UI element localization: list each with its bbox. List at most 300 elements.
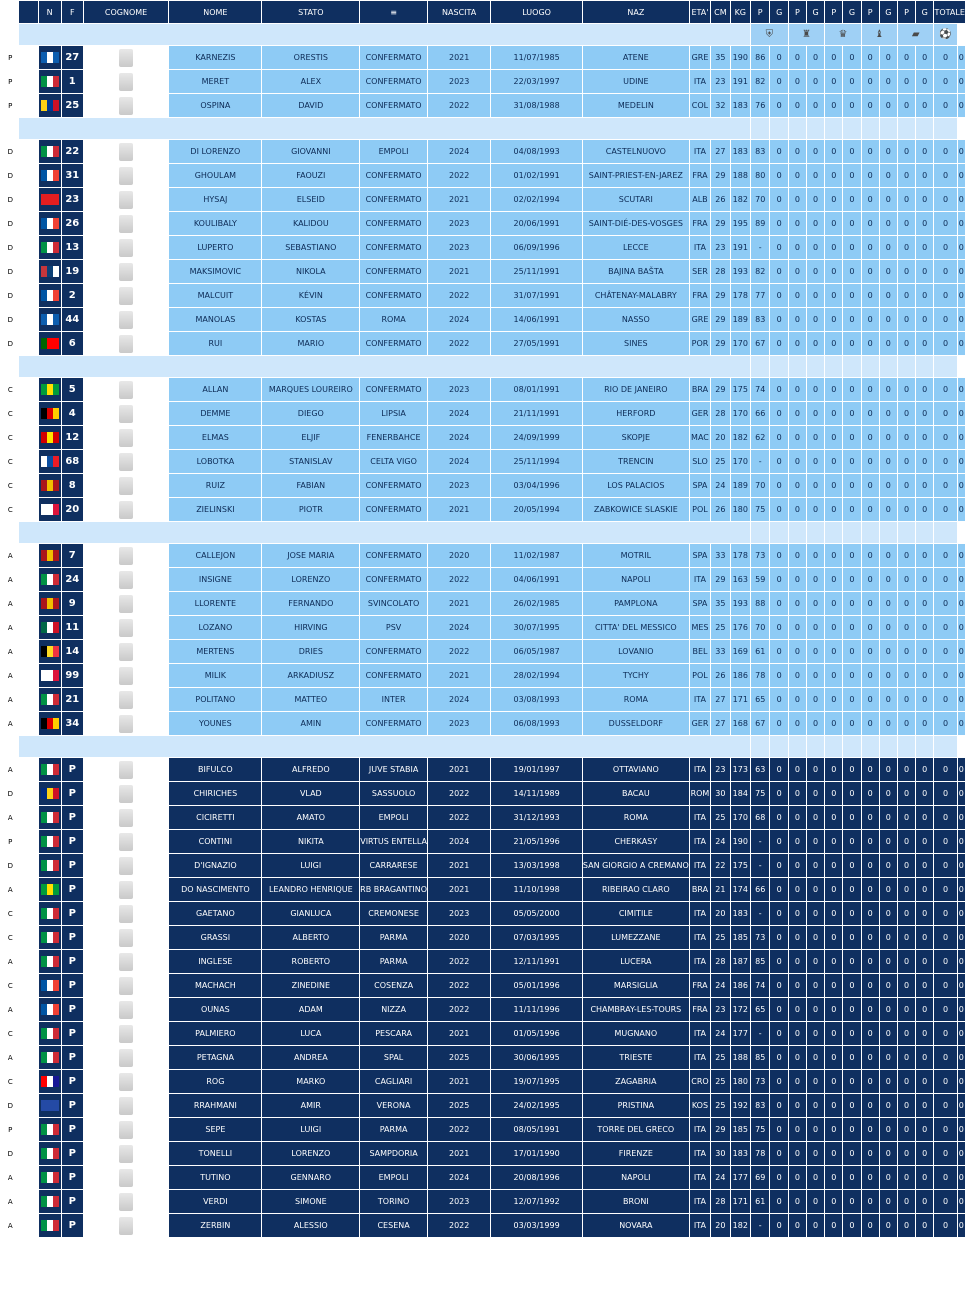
avatar[interactable]: [83, 568, 168, 592]
separator-cell: [788, 118, 806, 140]
player-nome: SIMONE: [262, 1190, 360, 1214]
stat-cell: 0: [934, 188, 957, 212]
avatar[interactable]: [83, 998, 168, 1022]
column-header: NASCITA: [428, 1, 491, 24]
player-cognome[interactable]: D'IGNAZIO: [169, 854, 262, 878]
stat-cell: 0: [879, 94, 897, 118]
avatar[interactable]: [83, 1166, 168, 1190]
flag-icon: [38, 70, 61, 94]
player-cognome[interactable]: ZIELINSKI: [169, 498, 262, 522]
stat-cell: 0: [861, 164, 879, 188]
stat-cell: 0: [957, 1094, 965, 1118]
player-cognome[interactable]: GAETANO: [169, 902, 262, 926]
avatar[interactable]: [83, 140, 168, 164]
table-row: [19, 450, 966, 474]
stat-cell: 0: [934, 46, 957, 70]
column-header: NAZ: [582, 1, 689, 24]
player-cognome[interactable]: BIFULCO: [169, 758, 262, 782]
player-naz: POR: [689, 332, 710, 356]
player-cognome[interactable]: LOBOTKA: [169, 450, 262, 474]
player-kg: 76: [750, 94, 770, 118]
player-eta: 25: [711, 806, 731, 830]
player-cm: 186: [730, 664, 750, 688]
player-nome: MARKO: [262, 1070, 360, 1094]
stat-cell: 0: [843, 46, 861, 70]
player-kg: 61: [750, 1190, 770, 1214]
stat-cell: 0: [770, 378, 788, 402]
stat-cell: 0: [898, 592, 916, 616]
avatar[interactable]: [83, 1214, 168, 1238]
avatar[interactable]: [83, 94, 168, 118]
column-header: NOME: [169, 1, 262, 24]
stat-cell: 0: [916, 1166, 934, 1190]
player-cognome[interactable]: ROG: [169, 1070, 262, 1094]
player-kg: 59: [750, 568, 770, 592]
stat-cell: 0: [788, 1190, 806, 1214]
player-nome: FERNANDO: [262, 592, 360, 616]
avatar[interactable]: [83, 212, 168, 236]
avatar[interactable]: [83, 950, 168, 974]
avatar[interactable]: [83, 688, 168, 712]
player-cognome[interactable]: ELMAS: [169, 426, 262, 450]
player-nome: ELSEID: [262, 188, 360, 212]
avatar[interactable]: [83, 402, 168, 426]
shirt-number: 4: [61, 402, 83, 426]
player-eta: 20: [711, 1214, 731, 1238]
player-cm: 182: [730, 1214, 750, 1238]
avatar[interactable]: [83, 260, 168, 284]
avatar[interactable]: [83, 1190, 168, 1214]
stat-cell: 0: [898, 1118, 916, 1142]
stat-cell: 0: [861, 236, 879, 260]
shirt-number: P: [61, 1166, 83, 1190]
role-label: D: [1, 188, 21, 212]
avatar[interactable]: [83, 592, 168, 616]
player-cognome[interactable]: ZERBIN: [169, 1214, 262, 1238]
avatar[interactable]: [83, 664, 168, 688]
avatar[interactable]: [83, 450, 168, 474]
avatar[interactable]: [83, 70, 168, 94]
player-naz: SER: [689, 260, 710, 284]
table-row: [19, 974, 966, 998]
stat-cell: 0: [843, 94, 861, 118]
stat-cell: 0: [770, 284, 788, 308]
stat-cell: 0: [879, 854, 897, 878]
player-cognome[interactable]: PALMIERO: [169, 1022, 262, 1046]
player-cm: 188: [730, 1046, 750, 1070]
role-label: A: [1, 998, 21, 1022]
stat-cell: 0: [916, 1214, 934, 1238]
player-cm: 169: [730, 640, 750, 664]
stat-cell: 0: [879, 140, 897, 164]
avatar[interactable]: [83, 426, 168, 450]
player-cm: 185: [730, 1118, 750, 1142]
player-cognome[interactable]: TONELLI: [169, 1142, 262, 1166]
stat-cell: 0: [879, 568, 897, 592]
player-cognome[interactable]: MANOLAS: [169, 308, 262, 332]
player-nascita: 31/08/1988: [491, 94, 583, 118]
stat-cell: 0: [825, 1142, 843, 1166]
player-anno: 2024: [428, 616, 491, 640]
player-cognome[interactable]: LUPERTO: [169, 236, 262, 260]
stat-cell: 0: [806, 688, 824, 712]
stat-cell: 0: [806, 806, 824, 830]
avatar[interactable]: [83, 830, 168, 854]
stat-cell: 0: [770, 450, 788, 474]
player-kg: 74: [750, 974, 770, 998]
player-cognome[interactable]: CONTINI: [169, 830, 262, 854]
shirt-number: 44: [61, 308, 83, 332]
avatar[interactable]: [83, 878, 168, 902]
player-eta: 25: [711, 616, 731, 640]
player-nome: ORESTIS: [262, 46, 360, 70]
flag-ita-icon: [41, 76, 59, 87]
player-cognome[interactable]: DEMME: [169, 402, 262, 426]
stat-cell: 0: [861, 498, 879, 522]
stat-cell: 0: [916, 1022, 934, 1046]
stat-cell: 0: [788, 568, 806, 592]
flag-icon: [38, 1166, 61, 1190]
avatar[interactable]: [83, 806, 168, 830]
player-nascita: 07/03/1995: [491, 926, 583, 950]
stat-cell: 0: [898, 568, 916, 592]
player-anno: 2024: [428, 402, 491, 426]
player-cognome[interactable]: OUNAS: [169, 998, 262, 1022]
player-stato: CONFERMATO: [360, 544, 428, 568]
stat-cell: 0: [806, 544, 824, 568]
player-cognome[interactable]: DI LORENZO: [169, 140, 262, 164]
player-cognome[interactable]: MERET: [169, 70, 262, 94]
player-anno: 2024: [428, 688, 491, 712]
table-row: [19, 46, 966, 70]
player-stato: PESCARA: [360, 1022, 428, 1046]
player-cm: 193: [730, 260, 750, 284]
role-label: A: [1, 758, 21, 782]
stat-cell: 0: [770, 1070, 788, 1094]
player-cognome[interactable]: RUI: [169, 332, 262, 356]
stat-cell: 0: [806, 164, 824, 188]
stat-cell: 0: [916, 498, 934, 522]
flag-mac-icon: [41, 432, 59, 443]
stat-cell: 0: [957, 378, 965, 402]
flag-ger-icon: [41, 408, 59, 419]
flag-ita-icon: [41, 860, 59, 871]
player-eta: 26: [711, 664, 731, 688]
player-cognome[interactable]: INSIGNE: [169, 568, 262, 592]
stat-cell: 0: [934, 402, 957, 426]
player-cm: 193: [730, 592, 750, 616]
player-cognome[interactable]: MILIK: [169, 664, 262, 688]
player-cognome[interactable]: GHOULAM: [169, 164, 262, 188]
separator-cell: [770, 522, 788, 544]
player-kg: 66: [750, 878, 770, 902]
stat-cell: 0: [861, 260, 879, 284]
player-luogo: UDINE: [582, 70, 689, 94]
player-cognome[interactable]: RUIZ: [169, 474, 262, 498]
stat-cell: 0: [879, 46, 897, 70]
player-nascita: 12/11/1991: [491, 950, 583, 974]
player-eta: 20: [711, 426, 731, 450]
player-kg: 83: [750, 308, 770, 332]
avatar[interactable]: [83, 640, 168, 664]
stat-cell: 0: [788, 878, 806, 902]
player-kg: -: [750, 830, 770, 854]
shirt-number: P: [61, 1214, 83, 1238]
player-cognome[interactable]: OSPINA: [169, 94, 262, 118]
avatar[interactable]: [83, 782, 168, 806]
player-anno: 2021: [428, 1022, 491, 1046]
table-row: [19, 164, 966, 188]
player-nome: LORENZO: [262, 1142, 360, 1166]
table-row: [19, 926, 966, 950]
flag-bel-icon: [41, 646, 59, 657]
stat-cell: 0: [934, 616, 957, 640]
separator-cell: [861, 118, 879, 140]
player-silhouette-icon: [119, 953, 133, 971]
stat-cell: 0: [898, 474, 916, 498]
player-cognome[interactable]: HYSAJ: [169, 188, 262, 212]
player-eta: 29: [711, 284, 731, 308]
avatar[interactable]: [83, 616, 168, 640]
player-cognome[interactable]: CHIRICHES: [169, 782, 262, 806]
stat-cell: 0: [934, 1022, 957, 1046]
avatar[interactable]: [83, 974, 168, 998]
stat-cell: 0: [806, 592, 824, 616]
stat-cell: 0: [957, 236, 965, 260]
shirt-number: 27: [61, 46, 83, 70]
flag-gre-icon: [41, 314, 59, 325]
stat-cell: 0: [879, 782, 897, 806]
player-anno: 2023: [428, 474, 491, 498]
stat-cell: 0: [770, 926, 788, 950]
stat-cell: 0: [806, 1118, 824, 1142]
player-nascita: 08/01/1991: [491, 378, 583, 402]
player-cognome[interactable]: MERTENS: [169, 640, 262, 664]
player-silhouette-icon: [119, 547, 133, 565]
player-luogo: ROMA: [582, 688, 689, 712]
separator-cell: [750, 736, 770, 758]
table-row: [19, 782, 966, 806]
avatar[interactable]: [83, 474, 168, 498]
stat-cell: 0: [934, 1142, 957, 1166]
stat-cell: 0: [806, 664, 824, 688]
player-kg: 89: [750, 212, 770, 236]
stat-cell: 0: [825, 498, 843, 522]
stat-cell: 0: [879, 1142, 897, 1166]
stat-cell: 0: [898, 854, 916, 878]
shirt-number: 11: [61, 616, 83, 640]
stat-cell: 0: [861, 616, 879, 640]
stat-cell: 0: [806, 46, 824, 70]
role-label: A: [1, 664, 21, 688]
table-row: [19, 378, 966, 402]
role-label: A: [1, 712, 21, 736]
table-row: [19, 1166, 966, 1190]
player-nome: ROBERTO: [262, 950, 360, 974]
player-nascita: 03/08/1993: [491, 688, 583, 712]
stat-cell: 0: [861, 188, 879, 212]
stat-cell: 0: [916, 1070, 934, 1094]
player-cognome[interactable]: SEPE: [169, 1118, 262, 1142]
player-cognome[interactable]: MAKSIMOVIC: [169, 260, 262, 284]
stat-cell: 0: [843, 402, 861, 426]
stat-cell: 0: [825, 1118, 843, 1142]
avatar[interactable]: [83, 188, 168, 212]
stat-cell: 0: [898, 1166, 916, 1190]
section-separator: [19, 118, 966, 140]
player-nascita: 25/11/1991: [491, 260, 583, 284]
table-row: [19, 284, 966, 308]
player-nascita: 31/07/1991: [491, 284, 583, 308]
avatar[interactable]: [83, 1022, 168, 1046]
player-cognome[interactable]: PETAGNA: [169, 1046, 262, 1070]
avatar[interactable]: [83, 498, 168, 522]
player-eta: 35: [711, 46, 731, 70]
avatar[interactable]: [83, 1070, 168, 1094]
stat-cell: 0: [957, 712, 965, 736]
stat-cell: 0: [879, 332, 897, 356]
player-stato: SASSUOLO: [360, 782, 428, 806]
player-naz: SPA: [689, 592, 710, 616]
player-cognome[interactable]: MALCUIT: [169, 284, 262, 308]
flag-icon: [38, 450, 61, 474]
player-kg: 78: [750, 1142, 770, 1166]
table-row: [19, 544, 966, 568]
player-nome: LUIGI: [262, 1118, 360, 1142]
player-cognome[interactable]: CICIRETTI: [169, 806, 262, 830]
player-cognome[interactable]: YOUNES: [169, 712, 262, 736]
player-anno: 2021: [428, 1070, 491, 1094]
player-cognome[interactable]: LOZANO: [169, 616, 262, 640]
stat-cell: 0: [770, 568, 788, 592]
player-nome: GENNARO: [262, 1166, 360, 1190]
stat-cell: 0: [957, 332, 965, 356]
player-naz: ROM: [689, 782, 710, 806]
player-luogo: MEDELIN: [582, 94, 689, 118]
avatar[interactable]: [83, 1118, 168, 1142]
player-luogo: BRONI: [582, 1190, 689, 1214]
column-header: P: [750, 1, 770, 24]
player-anno: 2021: [428, 664, 491, 688]
stat-cell: 0: [825, 332, 843, 356]
player-luogo: SCUTARI: [582, 188, 689, 212]
avatar[interactable]: [83, 308, 168, 332]
player-naz: ITA: [689, 758, 710, 782]
player-cognome[interactable]: KARNEZIS: [169, 46, 262, 70]
player-silhouette-icon: [119, 977, 133, 995]
avatar[interactable]: [83, 332, 168, 356]
player-stato: CONFERMATO: [360, 284, 428, 308]
player-naz: MAC: [689, 426, 710, 450]
avatar[interactable]: [83, 1142, 168, 1166]
player-cognome[interactable]: DO NASCIMENTO: [169, 878, 262, 902]
player-stato: CONFERMATO: [360, 498, 428, 522]
avatar[interactable]: [83, 378, 168, 402]
player-nome: GIANLUCA: [262, 902, 360, 926]
player-stato: COSENZA: [360, 974, 428, 998]
stat-cell: 0: [806, 974, 824, 998]
sort-icon[interactable]: ≡: [360, 1, 428, 24]
stat-cell: 0: [825, 568, 843, 592]
table-row: [19, 94, 966, 118]
shirt-number: 34: [61, 712, 83, 736]
player-cognome[interactable]: LLORENTE: [169, 592, 262, 616]
stat-cell: 0: [861, 712, 879, 736]
avatar[interactable]: [83, 46, 168, 70]
table-row: [19, 140, 966, 164]
player-cognome[interactable]: POLITANO: [169, 688, 262, 712]
player-cognome[interactable]: MACHACH: [169, 974, 262, 998]
flag-ita-icon: [41, 764, 59, 775]
stat-cell: 0: [879, 164, 897, 188]
player-cognome[interactable]: KOULIBALY: [169, 212, 262, 236]
player-kg: 69: [750, 1166, 770, 1190]
stat-cell: 0: [879, 1022, 897, 1046]
player-naz: ITA: [689, 70, 710, 94]
avatar[interactable]: [83, 236, 168, 260]
flag-spa-icon: [41, 480, 59, 491]
player-kg: 73: [750, 1070, 770, 1094]
player-anno: 2021: [428, 46, 491, 70]
player-cognome[interactable]: TUTINO: [169, 1166, 262, 1190]
table-row: [19, 688, 966, 712]
flag-icon: [38, 926, 61, 950]
stat-cell: 0: [898, 260, 916, 284]
player-cognome[interactable]: RRAHMANI: [169, 1094, 262, 1118]
avatar[interactable]: [83, 284, 168, 308]
avatar[interactable]: [83, 758, 168, 782]
role-label: C: [1, 926, 21, 950]
stat-cell: 0: [916, 592, 934, 616]
avatar[interactable]: [83, 1094, 168, 1118]
avatar[interactable]: [83, 544, 168, 568]
player-cognome[interactable]: GRASSI: [169, 926, 262, 950]
player-stato: VIRTUS ENTELLA: [360, 830, 428, 854]
avatar[interactable]: [83, 854, 168, 878]
stat-cell: 0: [916, 1118, 934, 1142]
avatar[interactable]: [83, 712, 168, 736]
section-separator: [19, 736, 966, 758]
avatar[interactable]: [83, 902, 168, 926]
stat-cell: 0: [788, 1166, 806, 1190]
stat-cell: 0: [916, 308, 934, 332]
flag-icon: [38, 474, 61, 498]
table-row: [19, 1190, 966, 1214]
player-luogo: TYCHY: [582, 664, 689, 688]
player-nascita: 21/05/1996: [491, 830, 583, 854]
player-silhouette-icon: [119, 833, 133, 851]
player-cognome[interactable]: ALLAN: [169, 378, 262, 402]
stat-cell: 0: [957, 568, 965, 592]
player-eta: 24: [711, 474, 731, 498]
shirt-number: 20: [61, 498, 83, 522]
stat-cell: 0: [934, 260, 957, 284]
player-eta: 23: [711, 998, 731, 1022]
flag-ser-icon: [41, 266, 59, 277]
avatar[interactable]: [83, 926, 168, 950]
stat-cell: 0: [861, 592, 879, 616]
avatar[interactable]: [83, 164, 168, 188]
stat-cell: 0: [770, 474, 788, 498]
player-cognome[interactable]: INGLESE: [169, 950, 262, 974]
table-row: [19, 332, 966, 356]
player-nascita: 19/01/1997: [491, 758, 583, 782]
avatar[interactable]: [83, 1046, 168, 1070]
player-cognome[interactable]: VERDI: [169, 1190, 262, 1214]
player-nome: AMIR: [262, 1094, 360, 1118]
stat-cell: 0: [898, 378, 916, 402]
player-cognome[interactable]: CALLEJON: [169, 544, 262, 568]
